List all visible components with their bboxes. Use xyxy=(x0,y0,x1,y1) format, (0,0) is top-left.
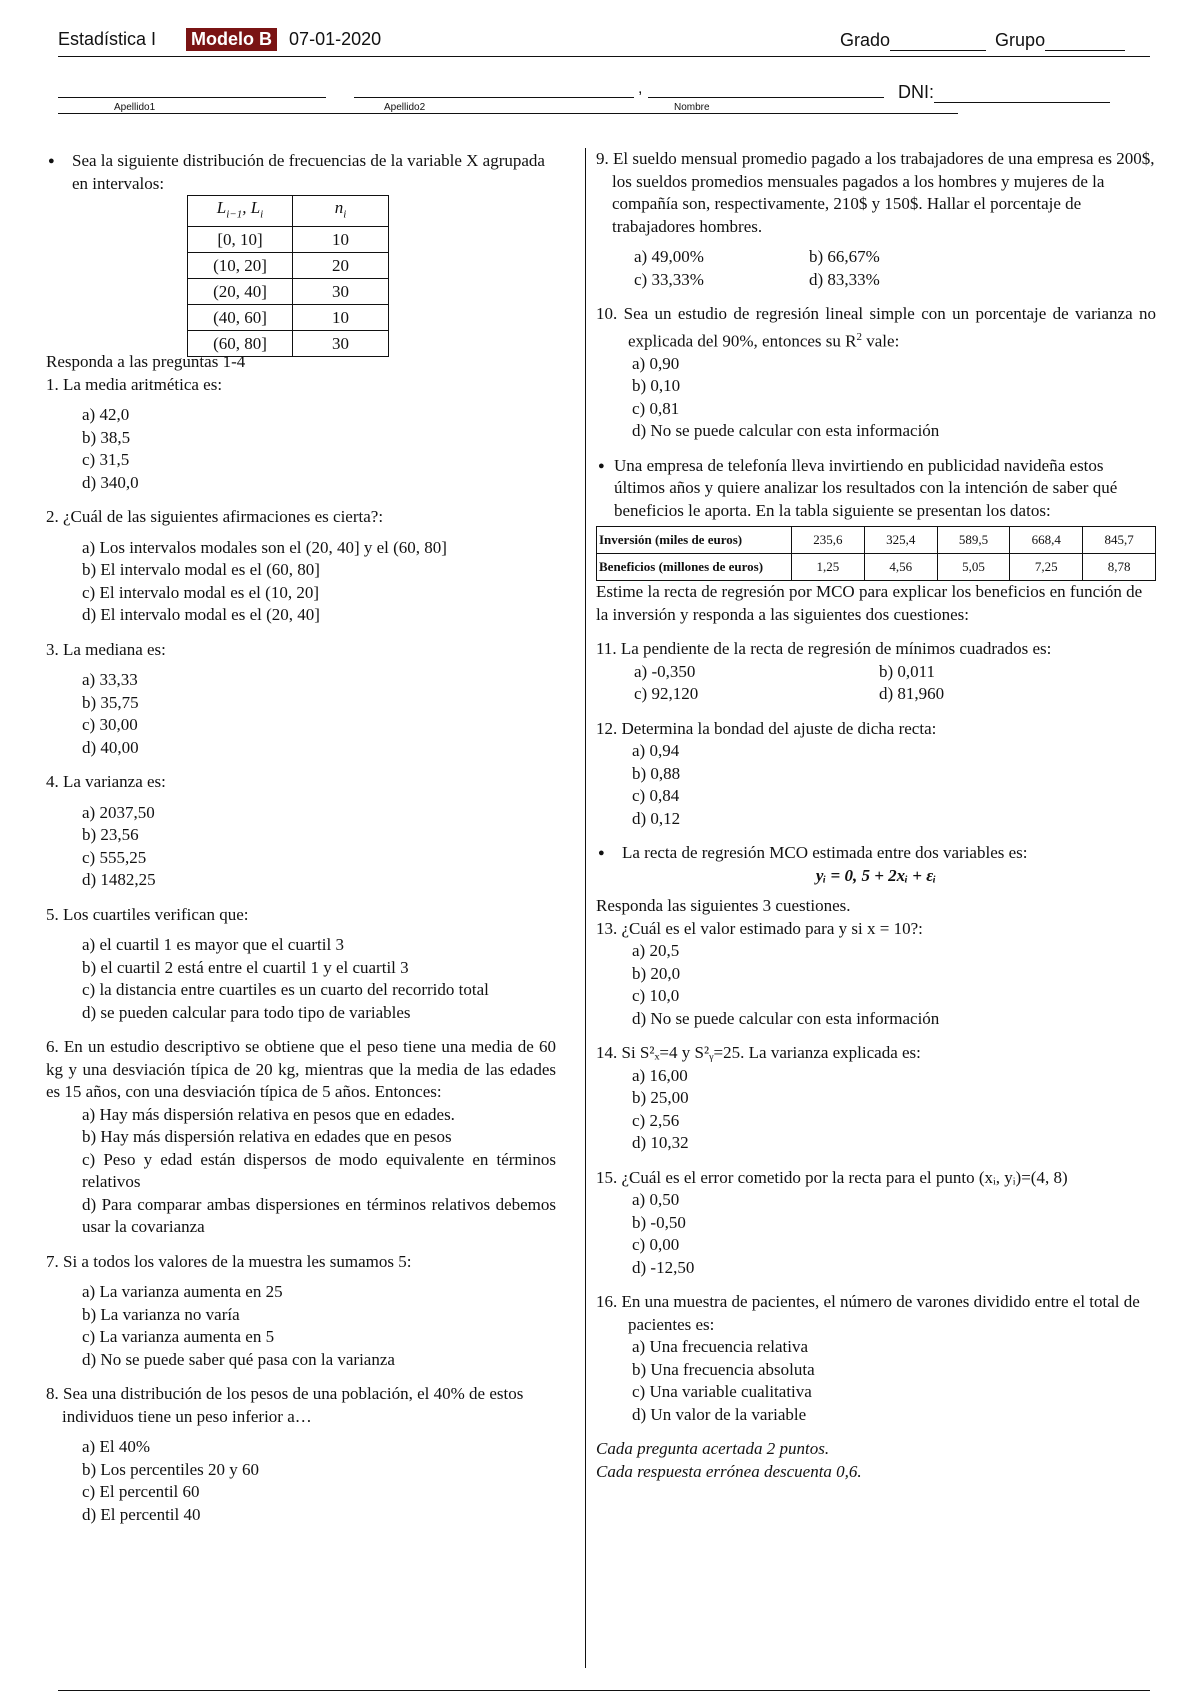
table-cell: (40, 60] xyxy=(188,305,293,331)
option[interactable]: b) 0,011 xyxy=(879,661,936,681)
table-cell: 7,25 xyxy=(1010,554,1083,581)
header-right xyxy=(840,30,1125,51)
apellido1-caption: Apellido1 xyxy=(114,102,156,113)
option[interactable]: c) El percentil 60 xyxy=(82,1482,200,1502)
regression-formula: yᵢ = 0, 5 + 2xᵢ + εᵢ xyxy=(815,865,937,885)
apellido1-field[interactable] xyxy=(58,97,326,98)
table-row xyxy=(188,305,389,331)
table-cell: 30 xyxy=(293,279,389,305)
left-column xyxy=(46,150,556,1526)
table-cell: 4,56 xyxy=(864,554,937,581)
option[interactable]: b) 20,0 xyxy=(632,963,681,983)
question-1: 1. La media aritmética es: xyxy=(46,374,223,394)
question-10: 10. Sea un estudio de regresión lineal simple con un porcentaje de varianza no explicada del 90%, entonces su $R^2$ vale: xyxy=(596,304,1156,351)
option[interactable]: a) La varianza aumenta en 25 xyxy=(82,1282,283,1302)
table-cell: Beneficios (millones de euros) xyxy=(597,554,792,581)
option[interactable]: d) El intervalo modal es el (20, 40] xyxy=(82,605,320,625)
option[interactable]: c) Una variable cualitativa xyxy=(632,1382,812,1402)
question-4: 4. La varianza es: xyxy=(46,772,166,792)
option[interactable]: b) 25,00 xyxy=(632,1088,689,1108)
telefonia-intro: ● Una empresa de telefonía lleva invirtiendo en publicidad navideña estos últimos años y quiere analizar los resultados con la intención de saber qué beneficios le aporta. En la tabla siguiente se presentan los datos: xyxy=(596,455,1156,523)
option[interactable]: b) Los percentiles 20 y 60 xyxy=(82,1459,260,1479)
intro-text: ● Sea la siguiente distribución de frecuencias de la variable X agrupada en intervalos: xyxy=(46,150,556,195)
option[interactable]: c) 0,84 xyxy=(632,786,680,806)
table-cell: 10 xyxy=(293,305,389,331)
option[interactable]: a) Los intervalos modales son el (20, 40] y el (60, 80] xyxy=(82,537,447,557)
option[interactable]: d) No se puede saber qué pasa con la varianza xyxy=(82,1349,395,1369)
option[interactable]: a) 33,33 xyxy=(82,670,138,690)
table-row xyxy=(188,253,389,279)
option[interactable]: d) 0,12 xyxy=(632,808,681,828)
option[interactable]: a) 42,0 xyxy=(82,405,130,425)
question-16: 16. En una muestra de pacientes, el número de varones dividido entre el total de pacientes es: xyxy=(596,1292,1140,1334)
apellido2-field[interactable] xyxy=(354,97,634,98)
question-9: 9. El sueldo mensual promedio pagado a los trabajadores de una empresa es 200$, los sueldos promedios mensuales pagados a los hombres y mujeres de la compañía son, respectivamente, 210$ y 150$. Hallar el porcentaje de trabajadores hombres. xyxy=(596,149,1155,236)
option[interactable]: c) 33,33% xyxy=(634,269,704,289)
option[interactable]: b) 0,88 xyxy=(632,763,681,783)
option[interactable]: c) Peso y edad están dispersos de modo equivalente en términos relativos xyxy=(82,1149,556,1192)
option-row xyxy=(596,246,1156,269)
option[interactable]: a) 0,90 xyxy=(632,353,680,373)
question-14: 14. Si S²ₓ=4 y S²ᵧ=25. La varianza explicada es: xyxy=(596,1043,921,1063)
table-cell: 20 xyxy=(293,253,389,279)
option-row xyxy=(596,661,1156,684)
option[interactable]: c) 2,56 xyxy=(632,1110,680,1130)
option[interactable]: b) 66,67% xyxy=(809,247,880,266)
question-6: 6. En un estudio descriptivo se obtiene que el peso tiene una media de 60 kg y una desviación típica de 20 kg, mientras que la media de las edades es 15 años, con una desviación típica de 5 años. Entonces: xyxy=(46,1037,556,1102)
option[interactable]: a) Una frecuencia relativa xyxy=(632,1337,809,1357)
question-8: 8. Sea una distribución de los pesos de una población, el 40% de estos individuos tiene un peso inferior a… xyxy=(46,1384,524,1426)
option[interactable]: a) 20,5 xyxy=(632,941,680,961)
table-cell: (60, 80] xyxy=(188,331,293,357)
table-cell: 30 xyxy=(293,331,389,357)
table-cell: 589,5 xyxy=(937,527,1010,554)
option[interactable]: d) 340,0 xyxy=(82,472,139,492)
option[interactable]: c) 10,0 xyxy=(632,986,680,1006)
option[interactable]: a) el cuartil 1 es mayor que el cuartil 3 xyxy=(82,935,344,955)
option[interactable]: b) 35,75 xyxy=(82,692,139,712)
dni-field[interactable] xyxy=(934,88,1110,103)
table-cell: 1,25 xyxy=(792,554,865,581)
option[interactable]: d) El percentil 40 xyxy=(82,1504,201,1524)
exam-date: 07-01-2020 xyxy=(289,29,382,49)
column-divider xyxy=(585,148,586,1668)
table-cell: 10 xyxy=(293,227,389,253)
question-11: 11. La pendiente de la recta de regresión de mínimos cuadrados es: xyxy=(596,639,1052,659)
table-cell: (20, 40] xyxy=(188,279,293,305)
bottom-rule xyxy=(58,1690,1150,1691)
option[interactable]: b) Una frecuencia absoluta xyxy=(632,1359,815,1379)
apellido2-caption: Apellido2 xyxy=(384,102,426,113)
option[interactable]: d) 81,960 xyxy=(879,684,945,704)
option[interactable]: b) 38,5 xyxy=(82,427,131,447)
option[interactable]: c) 30,00 xyxy=(82,715,138,735)
grado-label: Grado xyxy=(840,30,891,50)
header-rule xyxy=(58,56,1150,57)
investment-table xyxy=(596,526,1156,581)
table-cell: Inversión (miles de euros) xyxy=(597,527,792,554)
option[interactable]: d) Un valor de la variable xyxy=(632,1404,807,1424)
option[interactable]: b) El intervalo modal es el (60, 80] xyxy=(82,560,320,580)
option-row xyxy=(596,269,1156,292)
table-cell: 845,7 xyxy=(1083,527,1156,554)
option[interactable]: d) se pueden calcular para todo tipo de variables xyxy=(82,1002,411,1022)
dni-label: DNI: xyxy=(898,82,1110,103)
grado-field[interactable] xyxy=(890,36,986,51)
table-row xyxy=(188,227,389,253)
option[interactable]: a) 2037,50 xyxy=(82,802,155,822)
table-header-row xyxy=(188,196,389,227)
option[interactable]: b) Hay más dispersión relativa en edades que en pesos xyxy=(82,1127,452,1147)
table-row xyxy=(597,527,1156,554)
question-2: 2. ¿Cuál de las siguientes afirmaciones es cierta?: xyxy=(46,507,384,527)
option[interactable]: c) la distancia entre cuartiles es un cuarto del recorrido total xyxy=(82,980,489,1000)
option[interactable]: d) No se puede calcular con esta información xyxy=(632,1008,940,1028)
option[interactable]: a) 0,94 xyxy=(632,741,680,761)
question-12: 12. Determina la bondad del ajuste de dicha recta: xyxy=(596,718,937,738)
option[interactable]: b) 0,10 xyxy=(632,376,681,396)
header-left xyxy=(58,28,381,51)
scoring-wrong: Cada respuesta errónea descuenta 0,6. xyxy=(596,1461,862,1481)
estime-text: Estime la recta de regresión por MCO para explicar los beneficios en función de la inversión y responda a las siguientes dos cuestiones: xyxy=(596,582,1143,624)
question-3: 3. La mediana es: xyxy=(46,639,166,659)
option[interactable]: b) el cuartil 2 está entre el cuartil 1 y el cuartil 3 xyxy=(82,957,409,977)
option[interactable]: b) La varianza no varía xyxy=(82,1304,240,1324)
option[interactable]: d) 1482,25 xyxy=(82,870,156,890)
table-cell: 5,05 xyxy=(937,554,1010,581)
question-15: 15. ¿Cuál es el error cometido por la recta para el punto (xᵢ, yᵢ)=(4, 8) xyxy=(596,1167,1068,1187)
nombre-field[interactable] xyxy=(648,97,884,98)
question-5: 5. Los cuartiles verifican que: xyxy=(46,904,249,924)
comma: , xyxy=(638,80,643,97)
table-cell: 235,6 xyxy=(792,527,865,554)
table-row xyxy=(597,554,1156,581)
option[interactable]: c) La varianza aumenta en 5 xyxy=(82,1327,275,1347)
table-cell: [0, 10] xyxy=(188,227,293,253)
table-row xyxy=(188,279,389,305)
grupo-field[interactable] xyxy=(1045,36,1125,51)
question-13: 13. ¿Cuál es el valor estimado para y si x = 10?: xyxy=(596,918,923,938)
option[interactable]: d) 40,00 xyxy=(82,737,139,757)
table-cell: 325,4 xyxy=(864,527,937,554)
option[interactable]: c) 555,25 xyxy=(82,847,147,867)
option[interactable]: d) 10,32 xyxy=(632,1133,689,1153)
option[interactable]: d) 83,33% xyxy=(809,269,880,289)
option[interactable]: c) 31,5 xyxy=(82,450,130,470)
option[interactable]: d) -12,50 xyxy=(632,1257,695,1277)
option[interactable]: b) 23,56 xyxy=(82,825,139,845)
question-7: 7. Si a todos los valores de la muestra les sumamos 5: xyxy=(46,1251,412,1271)
option-row xyxy=(596,683,1156,706)
option[interactable]: a) El 40% xyxy=(82,1437,150,1457)
option[interactable]: d) No se puede calcular con esta información xyxy=(632,421,940,441)
option[interactable]: d) Para comparar ambas dispersiones en términos relativos debemos usar la covarianza xyxy=(82,1194,556,1237)
option[interactable]: a) -0,350 xyxy=(634,661,696,681)
respond-instruction: Responda a las preguntas 1-4 xyxy=(46,352,246,372)
nombre-caption: Nombre xyxy=(674,102,710,113)
course-title: Estadística I xyxy=(58,29,157,49)
option[interactable]: a) 0,50 xyxy=(632,1190,680,1210)
count-header: $n_i$ xyxy=(293,196,389,227)
option[interactable]: a) Hay más dispersión relativa en pesos que en edades. xyxy=(82,1104,455,1124)
grupo-label: Grupo xyxy=(995,30,1046,50)
right-column xyxy=(596,148,1156,1483)
table-cell: 668,4 xyxy=(1010,527,1083,554)
model-badge: Modelo B xyxy=(186,28,277,51)
table-cell: 8,78 xyxy=(1083,554,1156,581)
option[interactable]: a) 16,00 xyxy=(632,1065,688,1085)
option[interactable]: c) El intervalo modal es el (10, 20] xyxy=(82,582,319,602)
name-row xyxy=(58,82,1158,122)
option[interactable]: c) 0,81 xyxy=(632,398,680,418)
respond-3-instruction: Responda las siguientes 3 cuestiones. xyxy=(596,896,851,916)
interval-header: $L_{i-1}$, $L_i$ xyxy=(188,196,293,227)
recta-intro: ● La recta de regresión MCO estimada entre dos variables es: xyxy=(596,842,1156,865)
scoring-correct: Cada pregunta acertada 2 puntos. xyxy=(596,1439,830,1459)
option[interactable]: a) 49,00% xyxy=(634,247,704,266)
name-rule xyxy=(58,113,958,114)
table-cell: (10, 20] xyxy=(188,253,293,279)
option[interactable]: b) -0,50 xyxy=(632,1212,686,1232)
option[interactable]: c) 92,120 xyxy=(634,684,699,704)
frequency-table xyxy=(187,195,389,357)
option[interactable]: c) 0,00 xyxy=(632,1235,680,1255)
